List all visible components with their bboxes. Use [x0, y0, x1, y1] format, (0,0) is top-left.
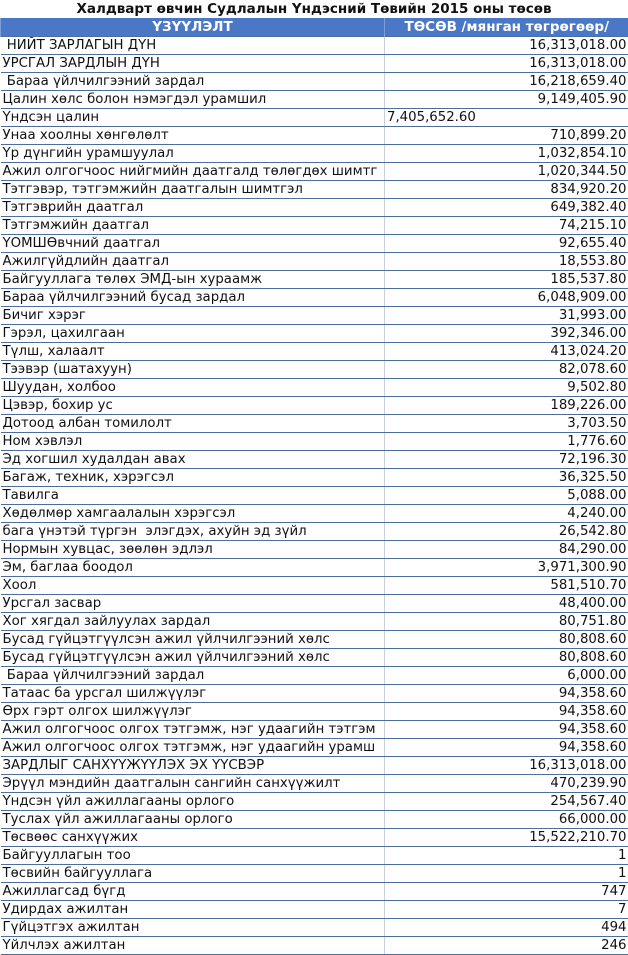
- table-row: [1, 541, 628, 559]
- table-row: [1, 325, 628, 343]
- table-row: [1, 775, 628, 793]
- table-row: [1, 919, 628, 937]
- row-label: Дотоод албан томилолт: [1, 415, 385, 433]
- row-label: Эд хогшил худалдан авах: [1, 451, 385, 469]
- row-label: Тэтгэмжийн даатгал: [1, 217, 385, 235]
- row-value: 9,149,405.90: [385, 91, 628, 109]
- row-label: Бараа үйлчилгээний зардал: [1, 667, 385, 685]
- row-value: 6,048,909.00: [385, 289, 628, 307]
- table-row: [1, 379, 628, 397]
- row-value: 189,226.00: [385, 397, 628, 415]
- table-row: [1, 667, 628, 685]
- row-label: Тээвэр (шатахуун): [1, 361, 385, 379]
- row-value: 710,899.20: [385, 127, 628, 145]
- table-row: [1, 937, 628, 955]
- table-row: [1, 235, 628, 253]
- row-label: Эрүүл мэндийн даатгалын сангийн санхүүжилт: [1, 775, 385, 793]
- row-value: 80,751.80: [385, 613, 628, 631]
- table-row: [1, 253, 628, 271]
- row-value: 1: [385, 847, 628, 865]
- table-row: [1, 487, 628, 505]
- row-value: 581,510.70: [385, 577, 628, 595]
- table-row: [1, 307, 628, 325]
- table-row: [1, 91, 628, 109]
- table-row: [1, 397, 628, 415]
- row-value: 16,313,018.00: [385, 37, 628, 55]
- row-label: Ажил олгогчоос олгох тэтгэмж, нэг удаагийн тэтгэм: [1, 721, 385, 739]
- row-label: Татаас ба урсгал шилжүүлэг: [1, 685, 385, 703]
- table-row: [1, 757, 628, 775]
- table-row: [1, 685, 628, 703]
- row-label: Хоол: [1, 577, 385, 595]
- row-value: 3,703.50: [385, 415, 628, 433]
- table-header-row: [1, 18, 628, 37]
- row-label: Ажил олгогчоос нийгмийн даатгалд төлөгдөх шимтг: [1, 163, 385, 181]
- table-row: [1, 343, 628, 361]
- row-label: Цэвэр, бохир ус: [1, 397, 385, 415]
- row-label: Нормын хувцас, зөөлөн эдлэл: [1, 541, 385, 559]
- row-label: Шуудан, холбоо: [1, 379, 385, 397]
- row-label: Бараа үйлчилгээний бусад зардал: [1, 289, 385, 307]
- table-row: [1, 55, 628, 73]
- row-value: 6,000.00: [385, 667, 628, 685]
- row-label: Удирдах ажилтан: [1, 901, 385, 919]
- table-row: [1, 109, 628, 127]
- row-value: 413,024.20: [385, 343, 628, 361]
- row-value: 80,808.60: [385, 631, 628, 649]
- row-label: Ажиллагсад бүгд: [1, 883, 385, 901]
- table-row: [1, 739, 628, 757]
- row-value: 16,218,659.40: [385, 73, 628, 91]
- row-value: 80,808.60: [385, 649, 628, 667]
- row-value: 3,971,300.90: [385, 559, 628, 577]
- row-label: Ажил олгогчоос олгох тэтгэмж, нэг удаагийн урамш: [1, 739, 385, 757]
- row-value: 16,313,018.00: [385, 757, 628, 775]
- row-value: 9,502.80: [385, 379, 628, 397]
- row-label: Байгууллагын тоо: [1, 847, 385, 865]
- row-value: 36,325.50: [385, 469, 628, 487]
- row-label: Тэтгэвэр, тэтгэмжийн даатгалын шимтгэл: [1, 181, 385, 199]
- row-label: Үндсэн үйл ажиллагааны орлого: [1, 793, 385, 811]
- table-row: [1, 505, 628, 523]
- column-header-indicator: ҮЗҮҮЛЭЛТ: [1, 18, 385, 37]
- row-value: 1: [385, 865, 628, 883]
- table-row: [1, 613, 628, 631]
- table-row: [1, 199, 628, 217]
- row-value: 94,358.60: [385, 739, 628, 757]
- table-row: [1, 865, 628, 883]
- row-label: Хөдөлмөр хамгаалалын хэрэгсэл: [1, 505, 385, 523]
- row-value: 15,522,210.70: [385, 829, 628, 847]
- table-row: [1, 883, 628, 901]
- row-value: 834,920.20: [385, 181, 628, 199]
- table-row: [1, 721, 628, 739]
- row-label: Хог хягдал зайлуулах зардал: [1, 613, 385, 631]
- table-row: [1, 649, 628, 667]
- table-row: [1, 703, 628, 721]
- table-row: [1, 433, 628, 451]
- row-label: Бусад гүйцэтгүүлсэн ажил үйлчилгээний хөлс: [1, 631, 385, 649]
- table-row: [1, 217, 628, 235]
- row-label: Бараа үйлчилгээний зардал: [1, 73, 385, 91]
- row-label: Гэрэл, цахилгаан: [1, 325, 385, 343]
- row-label: Байгууллага төлөх ЭМД-ын хураамж: [1, 271, 385, 289]
- table-row: [1, 631, 628, 649]
- row-value: 7: [385, 901, 628, 919]
- row-value: 1,032,854.10: [385, 145, 628, 163]
- row-value: 84,290.00: [385, 541, 628, 559]
- row-label: Тэтгэврийн даатгал: [1, 199, 385, 217]
- table-row: [1, 793, 628, 811]
- row-value: 392,346.00: [385, 325, 628, 343]
- row-value: 7,405,652.60: [385, 109, 628, 127]
- row-value: 4,240.00: [385, 505, 628, 523]
- row-value: 494: [385, 919, 628, 937]
- row-label: Түлш, халаалт: [1, 343, 385, 361]
- row-label: Эм, баглаа боодол: [1, 559, 385, 577]
- row-label: ҮОМШӨвчний даатгал: [1, 235, 385, 253]
- table-row: [1, 811, 628, 829]
- table-row: [1, 415, 628, 433]
- row-label: Бусад гүйцэтгүүлсэн ажил үйлчилгээний хөлс: [1, 649, 385, 667]
- table-row: [1, 451, 628, 469]
- table-row: [1, 469, 628, 487]
- row-label: УРСГАЛ ЗАРДЛЫН ДҮН: [1, 55, 385, 73]
- row-label: Урсгал засвар: [1, 595, 385, 613]
- row-label: Ном хэвлэл: [1, 433, 385, 451]
- row-label: бага үнэтэй түргэн элэгдэх, ахуйн эд зүйл: [1, 523, 385, 541]
- row-value: 185,537.80: [385, 271, 628, 289]
- table-row: [1, 847, 628, 865]
- table-row: [1, 163, 628, 181]
- row-value: 48,400.00: [385, 595, 628, 613]
- table-row: [1, 829, 628, 847]
- row-value: 5,088.00: [385, 487, 628, 505]
- table-row: [1, 559, 628, 577]
- row-value: 26,542.80: [385, 523, 628, 541]
- row-value: 31,993.00: [385, 307, 628, 325]
- row-label: Төсвөөс санхүүжих: [1, 829, 385, 847]
- table-row: [1, 289, 628, 307]
- row-value: 470,239.90: [385, 775, 628, 793]
- row-value: 16,313,018.00: [385, 55, 628, 73]
- row-label: Үр дүнгийн урамшуулал: [1, 145, 385, 163]
- row-value: 649,382.40: [385, 199, 628, 217]
- table-body: [1, 37, 628, 955]
- table-row: [1, 577, 628, 595]
- row-label: Бичиг хэрэг: [1, 307, 385, 325]
- row-value: 72,196.30: [385, 451, 628, 469]
- row-label: Үйлчлэх ажилтан: [1, 937, 385, 955]
- row-value: 18,553.80: [385, 253, 628, 271]
- row-value: 82,078.60: [385, 361, 628, 379]
- row-value: 246: [385, 937, 628, 955]
- table-row: [1, 595, 628, 613]
- row-value: 1,020,344.50: [385, 163, 628, 181]
- table-row: [1, 523, 628, 541]
- row-label: Тавилга: [1, 487, 385, 505]
- table-row: [1, 901, 628, 919]
- row-value: 92,655.40: [385, 235, 628, 253]
- table-row: [1, 271, 628, 289]
- row-value: 66,000.00: [385, 811, 628, 829]
- row-value: 747: [385, 883, 628, 901]
- row-value: 74,215.10: [385, 217, 628, 235]
- table-row: [1, 145, 628, 163]
- row-label: Ажилгүйдлийн даатгал: [1, 253, 385, 271]
- row-label: Өрх гэрт олгох шилжүүлэг: [1, 703, 385, 721]
- row-value: 1,776.60: [385, 433, 628, 451]
- row-label: Туслах үйл ажиллагааны орлого: [1, 811, 385, 829]
- row-label: Багаж, техник, хэрэгсэл: [1, 469, 385, 487]
- row-label: Цалин хөлс болон нэмэгдэл урамшил: [1, 91, 385, 109]
- row-value: 94,358.60: [385, 685, 628, 703]
- table-row: [1, 127, 628, 145]
- row-value: 254,567.40: [385, 793, 628, 811]
- row-label: Гүйцэтгэх ажилтан: [1, 919, 385, 937]
- table-row: [1, 361, 628, 379]
- column-header-budget: ТӨСӨВ /мянган төгрөгөөр/: [385, 18, 628, 37]
- row-label: НИЙТ ЗАРЛАГЫН ДҮН: [1, 37, 385, 55]
- table-row: [1, 181, 628, 199]
- page-title: Халдварт өвчин Судлалын Үндэсний Төвийн 2015 оны төсөв: [0, 0, 628, 18]
- row-label: Үндсэн цалин: [1, 109, 385, 127]
- row-label: Төсвийн байгууллага: [1, 865, 385, 883]
- budget-table: [0, 18, 628, 955]
- row-label: ЗАРДЛЫГ САНХҮҮЖҮҮЛЭХ ЭХ ҮҮСВЭР: [1, 757, 385, 775]
- row-value: 94,358.60: [385, 703, 628, 721]
- table-row: [1, 73, 628, 91]
- row-label: Унаа хоолны хөнгөлөлт: [1, 127, 385, 145]
- row-value: 94,358.60: [385, 721, 628, 739]
- table-row: [1, 37, 628, 55]
